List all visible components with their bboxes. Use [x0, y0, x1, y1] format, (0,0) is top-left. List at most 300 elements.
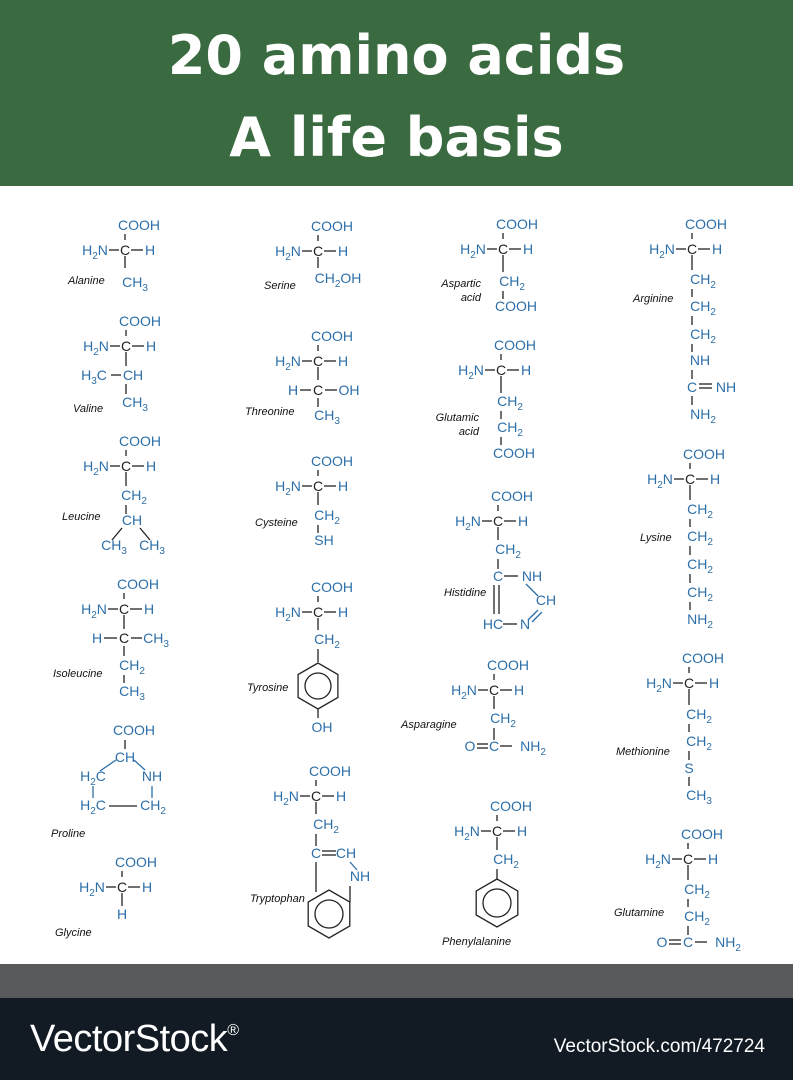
- formula-label: [657, 934, 668, 950]
- formula-label: [454, 823, 480, 843]
- formula-label: [142, 768, 162, 784]
- formula-text: H: [275, 604, 286, 620]
- formula-text: CH: [143, 630, 164, 646]
- formula-text: CH: [114, 749, 136, 765]
- formula-label: [489, 738, 499, 754]
- formula-label: [451, 682, 477, 702]
- formula-label: [315, 270, 362, 290]
- formula-text: 3: [142, 403, 148, 414]
- formula-label: [686, 787, 712, 807]
- formula-text: C: [118, 630, 130, 646]
- formula-text: 3: [706, 796, 712, 807]
- title-banner: [0, 0, 793, 186]
- formula-text: 2: [160, 806, 166, 817]
- formula-label: [715, 934, 741, 954]
- formula-text: OH: [340, 270, 362, 286]
- formula-text: 2: [540, 747, 546, 758]
- formula-text: H: [143, 601, 155, 617]
- formula-label: [275, 243, 301, 263]
- formula-label: [314, 407, 340, 427]
- formula-label: [455, 513, 481, 533]
- formula-text: COOH: [115, 854, 157, 870]
- alpha-carbon-part: C: [310, 788, 322, 804]
- formula-label: [493, 851, 519, 871]
- formula-text: H: [520, 362, 532, 378]
- formula-text: CH: [314, 407, 335, 423]
- formula-text: COOH: [119, 313, 161, 329]
- formula-text: CH: [122, 274, 143, 290]
- formula-text: 2: [710, 280, 716, 291]
- alpha-carbon-part: C: [118, 601, 130, 617]
- formula-label: [690, 406, 716, 426]
- molecule-name: Proline: [51, 828, 86, 840]
- formula-text: H: [454, 823, 465, 839]
- formula-text: H: [337, 604, 349, 620]
- formula-text: C: [95, 768, 106, 784]
- formula-label: [686, 706, 712, 726]
- formula-text: CH: [684, 908, 705, 924]
- formula-text: N: [96, 601, 107, 617]
- molecule-name: Valine: [73, 403, 104, 415]
- formula-text: NH: [141, 768, 163, 784]
- formula-text: 2: [285, 362, 291, 373]
- formula-label: [146, 458, 156, 474]
- formula-text: 2: [707, 565, 713, 576]
- formula-label: [686, 733, 712, 753]
- formula-text: H: [141, 879, 153, 895]
- formula-label: [522, 568, 542, 584]
- formula-text: COOH: [493, 445, 535, 461]
- formula-label: [708, 851, 718, 867]
- formula-text: C: [686, 379, 698, 395]
- formula-label: [80, 768, 106, 788]
- formula-label: [146, 338, 156, 354]
- alpha-carbon-part: C: [491, 823, 503, 839]
- formula-label: [119, 657, 145, 677]
- formula-label: [495, 298, 537, 314]
- formula-label: [314, 507, 340, 527]
- formula-text: 3: [121, 546, 127, 557]
- formula-label: [79, 879, 105, 899]
- formula-text: N: [466, 682, 477, 698]
- formula-text: CH: [495, 541, 516, 557]
- formula-text: S: [684, 760, 694, 776]
- formula-text: 2: [90, 806, 96, 817]
- molecule-isoleucine: [53, 576, 169, 703]
- formula-label: [311, 579, 353, 595]
- formula-text: H: [516, 823, 528, 839]
- formula-text: COOH: [491, 488, 533, 504]
- formula-label: [690, 326, 716, 346]
- formula-text: 2: [464, 832, 470, 843]
- formula-text: H: [337, 243, 349, 259]
- formula-text: H: [451, 682, 462, 698]
- molecule-name: acid: [458, 426, 479, 438]
- formula-label: [710, 471, 720, 487]
- formula-text: H: [707, 851, 719, 867]
- formula-text: 2: [710, 415, 716, 426]
- formula-text: COOH: [495, 298, 537, 314]
- formula-label: [311, 453, 353, 469]
- brand-name: VectorStock: [30, 1018, 228, 1060]
- formula-text: H: [646, 675, 657, 691]
- footer-banner: [0, 998, 793, 1080]
- formula-text: 2: [735, 943, 741, 954]
- formula-label: [275, 353, 301, 373]
- molecule-name: Isoleucine: [53, 668, 103, 680]
- formula-label: [119, 433, 161, 449]
- molecule-methionine: [616, 650, 724, 807]
- formula-label: [712, 241, 722, 257]
- alpha-carbon-part: C: [497, 241, 509, 257]
- molecule-name: Arginine: [633, 293, 674, 305]
- molecule-threonine: [245, 328, 360, 427]
- formula-text: COOH: [113, 722, 155, 738]
- alpha-carbon-part: C: [492, 513, 504, 529]
- alpha-carbon-part: C: [683, 675, 695, 691]
- molecule-name: Cysteine: [255, 517, 298, 529]
- formula-text: 2: [285, 252, 291, 263]
- alpha-carbon-part: C: [488, 682, 500, 698]
- formula-text: OH: [311, 719, 333, 735]
- formula-text: 2: [89, 888, 95, 899]
- alpha-carbon-part: C: [119, 242, 131, 258]
- formula-text: NH: [715, 934, 736, 950]
- formula-text: CH: [687, 584, 708, 600]
- formula-text: C: [312, 382, 324, 398]
- formula-text: 2: [468, 371, 474, 382]
- molecule-name: Asparagine: [401, 719, 457, 731]
- formula-text: H: [649, 241, 660, 257]
- formula-text: NH: [690, 406, 711, 422]
- formula-label: [649, 241, 675, 261]
- formula-text: N: [664, 241, 675, 257]
- formula-text: 2: [710, 335, 716, 346]
- formula-text: N: [288, 788, 299, 804]
- molecule-name: Lysine: [640, 532, 672, 544]
- formula-text: H: [709, 471, 721, 487]
- formula-text: N: [519, 616, 531, 632]
- alpha-carbon-part: C: [682, 851, 694, 867]
- formula-label: [311, 218, 353, 234]
- formula-text: 2: [710, 307, 716, 318]
- formula-text: NH: [687, 611, 708, 627]
- formula-text: H: [80, 797, 91, 813]
- formula-label: [460, 241, 486, 261]
- alpha-carbon: [313, 604, 323, 620]
- formula-label: [520, 738, 546, 758]
- formula-text: N: [98, 338, 109, 354]
- formula-text: 2: [285, 487, 291, 498]
- alpha-carbon: [489, 682, 499, 698]
- formula-label: [339, 382, 360, 398]
- formula-text: CH: [687, 528, 708, 544]
- formula-label: [123, 367, 143, 383]
- formula-text: CH: [314, 631, 335, 647]
- formula-text: CH: [686, 706, 707, 722]
- formula-label: [490, 798, 532, 814]
- formula-text: SH: [314, 532, 334, 548]
- formula-label: [338, 604, 348, 620]
- alpha-carbon: [687, 241, 697, 257]
- formula-text: H: [144, 242, 156, 258]
- formula-text: CH: [140, 797, 161, 813]
- alpha-carbon: [683, 851, 693, 867]
- formula-label: [312, 719, 333, 735]
- molecule-alanine: [67, 217, 160, 294]
- formula-label: [144, 601, 154, 617]
- molecule-name: Glutamic: [435, 412, 479, 424]
- formula-label: [499, 273, 525, 293]
- formula-label: [709, 675, 719, 691]
- page-title-line-2: A life basis: [229, 106, 564, 169]
- molecule-name: Phenylalanine: [442, 936, 512, 948]
- molecule-asparagine: [400, 657, 546, 758]
- formula-text: 2: [707, 620, 713, 631]
- formula-text: C: [310, 845, 322, 861]
- formula-text: 2: [655, 860, 661, 871]
- aromatic-circle: [315, 900, 343, 928]
- formula-text: CH: [139, 537, 160, 553]
- alpha-carbon-part: C: [120, 338, 132, 354]
- molecule-name: Threonine: [245, 406, 295, 418]
- molecule-lysine: [640, 446, 725, 631]
- alpha-carbon: [117, 879, 127, 895]
- formula-label: [83, 458, 109, 478]
- alpha-carbon-part: C: [120, 458, 132, 474]
- formula-text: N: [290, 243, 301, 259]
- formula-text: H: [711, 241, 723, 257]
- alpha-carbon: [119, 601, 129, 617]
- molecule-aspartic-acid: [440, 216, 538, 314]
- formula-text: 3: [159, 546, 165, 557]
- formula-text: N: [97, 242, 108, 258]
- formula-label: [684, 760, 693, 776]
- formula-text: 2: [707, 510, 713, 521]
- formula-text: COOH: [487, 657, 529, 673]
- formula-label: [83, 338, 109, 358]
- formula-text: CH: [497, 419, 518, 435]
- formula-text: N: [290, 353, 301, 369]
- formula-text: 2: [141, 496, 147, 507]
- formula-label: [645, 851, 671, 871]
- formula-text: 2: [657, 480, 663, 491]
- formula-label: [518, 513, 528, 529]
- formula-text: H: [455, 513, 466, 529]
- formula-text: 3: [142, 283, 148, 294]
- molecule-serine: [264, 218, 361, 292]
- formula-label: [139, 537, 165, 557]
- formula-text: 2: [334, 279, 341, 290]
- formula-text: CH: [690, 298, 711, 314]
- formula-text: 2: [93, 347, 99, 358]
- formula-text: H: [522, 241, 534, 257]
- formula-text: CH: [687, 556, 708, 572]
- formula-text: H: [81, 367, 92, 383]
- formula-text: CH: [690, 326, 711, 342]
- formula-text: H: [82, 242, 93, 258]
- formula-text: NH: [689, 352, 711, 368]
- formula-text: COOH: [117, 576, 159, 592]
- formula-text: N: [475, 241, 486, 257]
- formula-text: H: [81, 601, 92, 617]
- structures-canvas: [0, 186, 793, 964]
- formula-text: CH: [122, 367, 144, 383]
- alpha-carbon: [685, 471, 695, 487]
- formula-label: [338, 478, 348, 494]
- formula-text: CH: [497, 393, 518, 409]
- formula-text: CH: [535, 592, 557, 608]
- formula-text: H: [513, 682, 525, 698]
- formula-text: 2: [517, 402, 523, 413]
- formula-text: C: [488, 738, 500, 754]
- formula-text: H: [80, 768, 91, 784]
- formula-text: CH: [314, 270, 335, 286]
- formula-text: N: [290, 478, 301, 494]
- formula-label: [314, 631, 340, 651]
- footer-divider-bar: [0, 964, 793, 998]
- aromatic-circle: [305, 673, 331, 699]
- formula-text: N: [94, 879, 105, 895]
- formula-label: [121, 487, 147, 507]
- formula-label: [82, 242, 108, 262]
- page-title-line-1: 20 amino acids: [167, 24, 626, 87]
- formula-text: 2: [333, 825, 339, 836]
- formula-label: [493, 445, 535, 461]
- formula-label: [514, 682, 524, 698]
- formula-text: H: [458, 362, 469, 378]
- molecule-glycine: [55, 854, 157, 939]
- alpha-carbon: [121, 338, 131, 354]
- formula-label: [682, 650, 724, 666]
- formula-label: [491, 488, 533, 504]
- formula-text: O: [464, 738, 476, 754]
- formula-text: N: [290, 604, 301, 620]
- formula-label: [115, 854, 157, 870]
- formula-label: [81, 367, 107, 387]
- formula-text: CH: [687, 501, 708, 517]
- formula-text: 2: [704, 890, 710, 901]
- formula-text: CH: [122, 394, 143, 410]
- formula-label: [122, 394, 148, 414]
- formula-text: 2: [93, 467, 99, 478]
- formula-text: H: [335, 788, 347, 804]
- formula-text: COOH: [311, 579, 353, 595]
- molecule-name: Tyrosine: [247, 682, 289, 694]
- formula-text: H: [275, 243, 286, 259]
- formula-label: [687, 528, 713, 548]
- alpha-carbon: [496, 362, 506, 378]
- formula-text: COOH: [118, 217, 160, 233]
- formula-label: [336, 845, 356, 861]
- formula-text: 2: [470, 250, 476, 261]
- formula-label: [487, 657, 529, 673]
- formula-text: NH: [349, 868, 371, 884]
- formula-label: [493, 568, 503, 584]
- molecule-name: Glutamine: [614, 907, 665, 919]
- formula-text: 2: [513, 860, 519, 871]
- formula-label: [309, 763, 351, 779]
- formula-label: [494, 337, 536, 353]
- formula-text: C: [492, 568, 504, 584]
- formula-label: [684, 908, 710, 928]
- registered-mark: ®: [227, 1022, 239, 1039]
- brand-logo: [30, 1018, 239, 1061]
- formula-text: COOH: [496, 216, 538, 232]
- formula-label: [80, 797, 106, 817]
- formula-label: [521, 362, 531, 378]
- formula-label: [275, 478, 301, 498]
- formula-text: CH: [313, 816, 334, 832]
- molecule-name: Histidine: [444, 587, 487, 599]
- formula-label: [118, 217, 160, 233]
- formula-text: H: [275, 478, 286, 494]
- formula-text: 2: [334, 516, 340, 527]
- molecule-name: Serine: [264, 280, 296, 292]
- formula-text: H: [287, 382, 299, 398]
- formula-label: [336, 788, 346, 804]
- formula-text: 2: [461, 691, 467, 702]
- formula-label: [117, 906, 127, 922]
- formula-text: N: [660, 851, 671, 867]
- alpha-carbon: [492, 823, 502, 839]
- formula-label: [687, 556, 713, 576]
- formula-label: [314, 532, 333, 548]
- formula-text: 3: [163, 639, 169, 650]
- formula-text: COOH: [685, 216, 727, 232]
- formula-text: 3: [139, 692, 145, 703]
- formula-text: H: [145, 338, 157, 354]
- formula-label: [117, 576, 159, 592]
- formula-text: COOH: [311, 328, 353, 344]
- formula-text: CH: [686, 787, 707, 803]
- formula-label: [143, 630, 169, 650]
- formula-label: [683, 934, 693, 950]
- molecule-leucine: [62, 433, 165, 557]
- formula-text: C: [96, 367, 107, 383]
- benzene-ring: [298, 663, 338, 709]
- molecule-name: Glycine: [55, 927, 92, 939]
- formula-text: 2: [285, 613, 291, 624]
- formula-text: NH: [520, 738, 541, 754]
- alpha-carbon-part: C: [116, 879, 128, 895]
- formula-label: [687, 611, 713, 631]
- formula-label: [313, 382, 323, 398]
- formula-text: H: [79, 879, 90, 895]
- formula-text: H: [116, 906, 128, 922]
- stock-image-id: VectorStock.com/472724: [553, 1036, 765, 1057]
- formula-text: H: [83, 458, 94, 474]
- formula-text: CH: [121, 487, 142, 503]
- alpha-carbon-part: C: [312, 604, 324, 620]
- formula-label: [338, 353, 348, 369]
- formula-text: H: [83, 338, 94, 354]
- formula-text: O: [656, 934, 668, 950]
- alpha-carbon: [313, 353, 323, 369]
- molecule-proline: [51, 722, 166, 840]
- formula-text: N: [469, 823, 480, 839]
- formula-label: [113, 722, 155, 738]
- formula-text: 2: [656, 684, 662, 695]
- formula-label: [288, 382, 298, 398]
- molecule-name: Methionine: [616, 746, 670, 758]
- formula-label: [350, 868, 370, 884]
- molecule-name: acid: [460, 292, 481, 304]
- molecule-name: Tryptophan: [250, 893, 305, 905]
- formula-text: 2: [283, 797, 289, 808]
- formula-text: H: [460, 241, 471, 257]
- formula-text: COOH: [681, 826, 723, 842]
